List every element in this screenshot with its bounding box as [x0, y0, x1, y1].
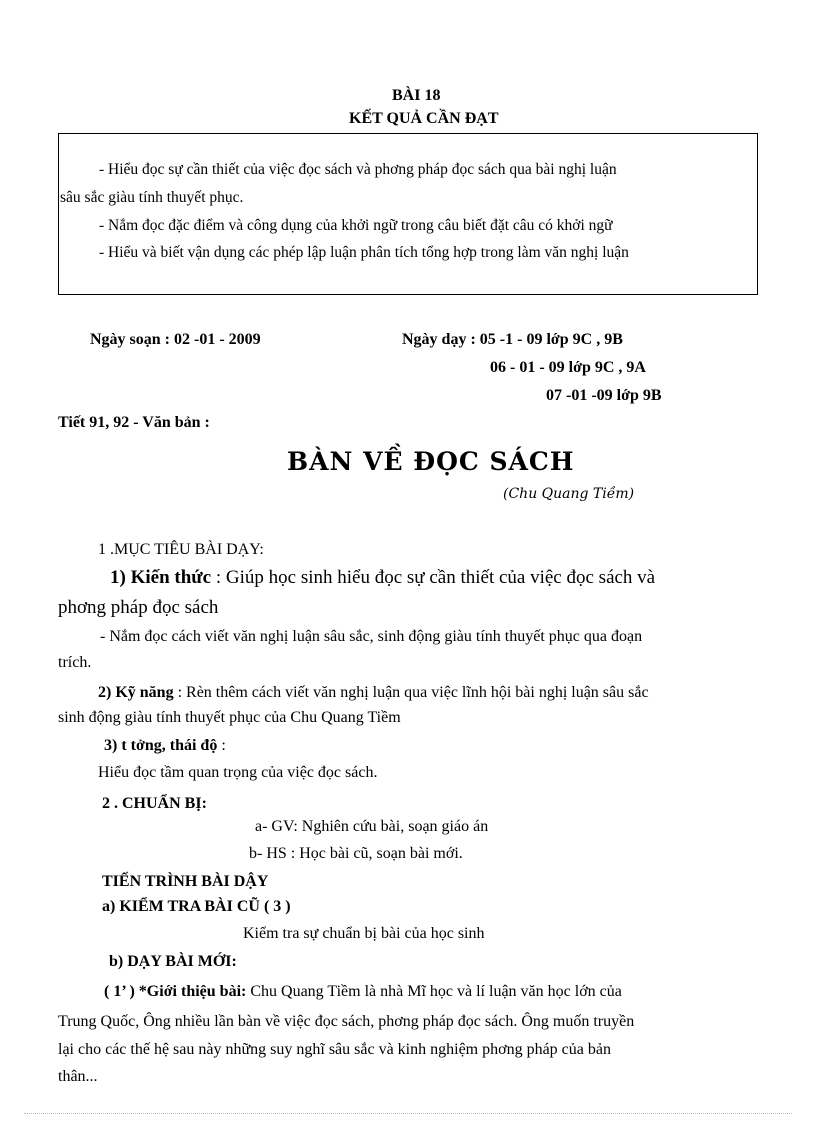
- section-3-title: TIẾN TRÌNH BÀI DẬY: [102, 873, 269, 890]
- text-title: BÀN VỀ ĐỌC SÁCH: [287, 447, 575, 476]
- author-name: (Chu Quang Tiềm): [503, 486, 635, 502]
- section-1-title: 1 .MỤC TIÊU BÀI DẠY:: [98, 541, 264, 558]
- teach-date-3: 07 -01 -09 lớp 9B: [546, 387, 662, 404]
- prep-student: b- HS : Học bài cũ, soạn bài mới.: [249, 845, 463, 862]
- intro-label: ( 1’ ) *Giới thiệu bài:: [104, 983, 247, 1000]
- part-a-marker: a: [102, 898, 110, 915]
- skill-line: [98, 684, 649, 702]
- intro-line-3: lại cho các thế hệ sau này những suy nghĩ sâu sắc và kinh nghiệm phơng pháp của bản: [58, 1041, 611, 1058]
- intro-line-1: [104, 983, 622, 1001]
- section-2-title: 2 . CHUẨN BỊ:: [102, 795, 207, 812]
- skill-text: : Rèn thêm cách viết văn nghị luận qua việc lĩnh hội bài nghị luận sâu sắc: [173, 684, 649, 701]
- intro-line-2: Trung Quốc, Ông nhiều lần bàn về việc đọc sách, phơng pháp đọc sách. Ông muốn truyền: [58, 1013, 635, 1030]
- goal-line-3: - Nắm đọc đặc điểm và công dụng của khởi ngữ trong câu biết đặt câu có khởi ngữ: [99, 217, 613, 234]
- knowledge-cont: phơng pháp đọc sách: [58, 597, 219, 618]
- knowledge-2a: - Nắm đọc cách viết văn nghị luận sâu sắc, sinh động giàu tính thuyết phục qua đoạn: [100, 628, 643, 645]
- attitude-label: 3) t tởng, thái độ: [104, 737, 218, 754]
- attitude-text: Hiểu đọc tầm quan trọng của việc đọc sách.: [98, 764, 378, 781]
- teach-date-2: 06 - 01 - 09 lớp 9C , 9A: [490, 359, 646, 376]
- attitude-line: [104, 737, 226, 755]
- goal-heading: KẾT QUẢ CẦN ĐẠT: [349, 110, 499, 127]
- attitude-colon: :: [217, 737, 226, 754]
- new-lesson-heading: [109, 953, 237, 971]
- prep-teacher: a- GV: Nghiên cứu bài, soạn giáo án: [255, 818, 489, 835]
- part-a-title: ) KIỂM TRA BÀI CŨ ( 3 ): [110, 898, 291, 915]
- skill-label: 2) Kỹ năng: [98, 684, 174, 701]
- intro-line-4: thân...: [58, 1068, 98, 1085]
- skill-cont: sinh động giàu tính thuyết phục của Chu Quang Tiềm: [58, 709, 401, 726]
- part-b-title: DẠY BÀI MỚI:: [127, 953, 237, 970]
- knowledge-label: 1) Kiến thức: [110, 567, 212, 588]
- lesson-number: BÀI 18: [392, 87, 441, 104]
- knowledge-2b: trích.: [58, 654, 92, 671]
- period-label: Tiết 91, 92 - Văn bản :: [58, 414, 210, 431]
- knowledge-line: [110, 567, 655, 589]
- check-old-text: Kiểm tra sự chuẩn bị bài của học sinh: [243, 925, 485, 942]
- intro-text-1: Chu Quang Tiềm là nhà Mĩ học và lí luận văn học lớn của: [246, 983, 622, 1000]
- check-old-lesson: [102, 898, 291, 916]
- goals-box: [58, 133, 758, 295]
- page-bottom-rule: [24, 1113, 792, 1114]
- teach-date-1: Ngày dạy : 05 -1 - 09 lớp 9C , 9B: [402, 331, 623, 348]
- goal-line-1: - Hiểu đọc sự cần thiết của việc đọc sách và phơng pháp đọc sách qua bài nghị luận: [99, 161, 617, 178]
- part-b-marker: b): [109, 953, 124, 970]
- goal-line-2: sâu sắc giàu tính thuyết phục.: [60, 189, 244, 206]
- prepare-date: Ngày soạn : 02 -01 - 2009: [90, 331, 261, 348]
- knowledge-text: : Giúp học sinh hiểu đọc sự cần thiết của việc đọc sách và: [211, 567, 656, 588]
- goal-line-4: - Hiểu và biết vận dụng các phép lập luận phân tích tổng hợp trong làm văn nghị luận: [99, 244, 629, 261]
